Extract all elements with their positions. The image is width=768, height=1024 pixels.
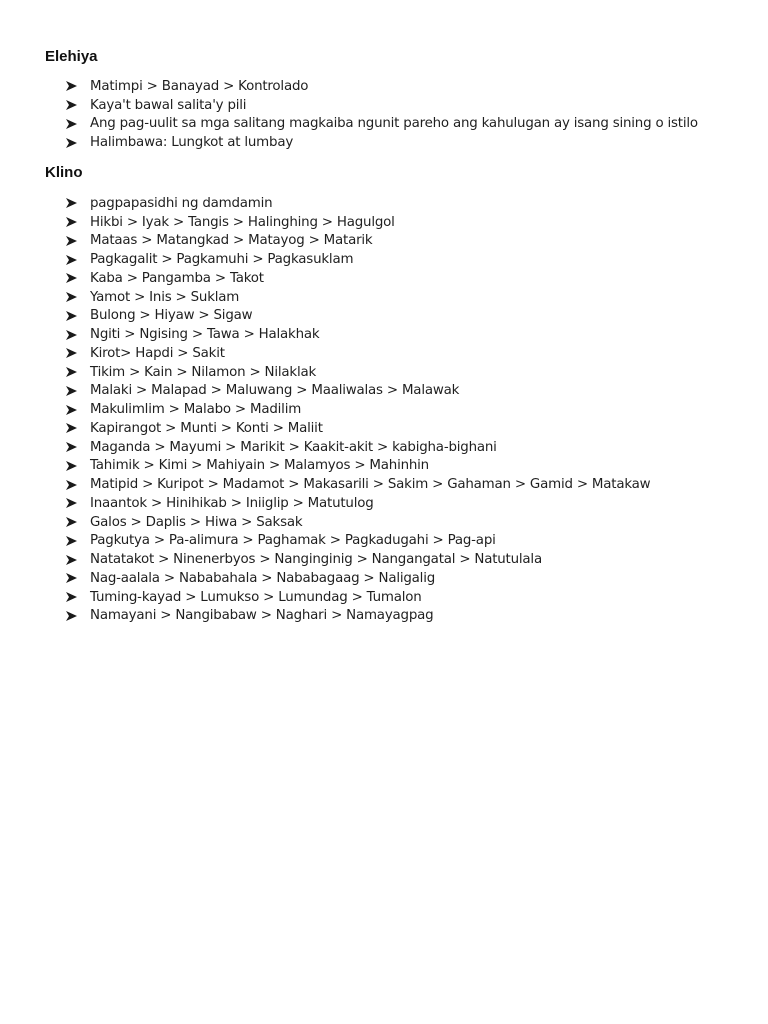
list-item: [64, 400, 650, 419]
list-item-text: Bulong > Hiyaw > Sigaw: [90, 308, 253, 324]
arrowhead-bullet-icon: [64, 363, 90, 381]
arrowhead-bullet-icon: [64, 607, 90, 625]
list-item-text: Halimbawa: Lungkot at lumbay: [90, 135, 294, 151]
arrowhead-bullet-icon: [64, 419, 90, 437]
arrowhead-bullet-icon: [64, 382, 90, 400]
arrowhead-bullet-icon: [64, 457, 90, 475]
list-item-text: Mataas > Matangkad > Matayog > Matarik: [90, 233, 373, 249]
arrowhead-bullet-icon: [64, 344, 90, 362]
list-item-text: Natatakot > Ninenerbyos > Nanginginig > Nangangatal > Natutulala: [90, 552, 542, 568]
list-item-text: Kirot> Hapdi > Sakit: [90, 345, 225, 361]
list-item: [64, 457, 650, 476]
list-item: [64, 213, 650, 232]
section-heading-klino: Klino: [45, 164, 83, 181]
list-item: [64, 115, 698, 134]
list-item: [64, 288, 650, 307]
arrowhead-bullet-icon: [64, 513, 90, 531]
arrowhead-bullet-icon: [64, 401, 90, 419]
arrowhead-bullet-icon: [64, 77, 90, 95]
list-item: [64, 232, 650, 251]
list-item-text: Kaba > Pangamba > Takot: [90, 270, 264, 286]
list-item-text: Malaki > Malapad > Maluwang > Maaliwalas > Malawak: [90, 383, 460, 399]
list-item: [64, 382, 650, 401]
list-item-text: Pagkagalit > Pagkamuhi > Pagkasuklam: [90, 252, 354, 268]
list-item: [64, 250, 650, 269]
list-item-text: Nag-aalala > Nababahala > Nababagaag > Naligalig: [90, 570, 436, 586]
list-item-text: Namayani > Nangibabaw > Naghari > Namayagpag: [90, 608, 434, 624]
list-item-text: Galos > Daplis > Hiwa > Saksak: [90, 514, 303, 530]
list-item: [64, 513, 650, 532]
bullet-list-klino: [64, 194, 650, 625]
arrowhead-bullet-icon: [64, 232, 90, 250]
list-item: [64, 550, 650, 569]
arrowhead-bullet-icon: [64, 476, 90, 494]
list-item-text: Pagkutya > Pa-alimura > Paghamak > Pagkadugahi > Pag-api: [90, 533, 496, 549]
arrowhead-bullet-icon: [64, 326, 90, 344]
list-item: [64, 438, 650, 457]
arrowhead-bullet-icon: [64, 115, 90, 133]
list-item-text: Inaantok > Hinihikab > Iniiglip > Matutulog: [90, 495, 374, 511]
list-item-text: Makulimlim > Malabo > Madilim: [90, 402, 302, 418]
section-heading-elehiya: Elehiya: [45, 48, 98, 65]
arrowhead-bullet-icon: [64, 251, 90, 269]
list-item: [64, 77, 698, 96]
arrowhead-bullet-icon: [64, 134, 90, 152]
list-item-text: Ang pag-uulit sa mga salitang magkaiba ngunit pareho ang kahulugan ay isang sining o istilo: [90, 116, 698, 132]
list-item: [64, 569, 650, 588]
list-item: [64, 194, 650, 213]
arrowhead-bullet-icon: [64, 213, 90, 231]
list-item: [64, 133, 698, 152]
list-item: [64, 607, 650, 626]
list-item-text: Kapirangot > Munti > Konti > Maliit: [90, 420, 323, 436]
list-item-text: Matipid > Kuripot > Madamot > Makasarili > Sakim > Gahaman > Gamid > Matakaw: [90, 477, 651, 493]
arrowhead-bullet-icon: [64, 269, 90, 287]
list-item-text: Matimpi > Banayad > Kontrolado: [90, 78, 309, 94]
arrowhead-bullet-icon: [64, 194, 90, 212]
list-item: [64, 269, 650, 288]
list-item: [64, 96, 698, 115]
list-item-text: Tuming-kayad > Lumukso > Lumundag > Tumalon: [90, 589, 422, 605]
list-item-text: Tikim > Kain > Nilamon > Nilaklak: [90, 364, 317, 380]
list-item: [64, 363, 650, 382]
list-item-text: pagpapasidhi ng damdamin: [90, 195, 273, 211]
list-item-text: Yamot > Inis > Suklam: [90, 289, 240, 305]
arrowhead-bullet-icon: [64, 588, 90, 606]
arrowhead-bullet-icon: [64, 551, 90, 569]
arrowhead-bullet-icon: [64, 532, 90, 550]
list-item-text: Ngiti > Ngising > Tawa > Halakhak: [90, 327, 320, 343]
arrowhead-bullet-icon: [64, 307, 90, 325]
list-item: [64, 325, 650, 344]
list-item-text: Maganda > Mayumi > Marikit > Kaakit-akit > kabigha-bighani: [90, 439, 497, 455]
arrowhead-bullet-icon: [64, 288, 90, 306]
bullet-list-elehiya: [64, 77, 698, 152]
list-item-text: Kaya't bawal salita'y pili: [90, 97, 247, 113]
arrowhead-bullet-icon: [64, 438, 90, 456]
list-item-text: Tahimik > Kimi > Mahiyain > Malamyos > Mahinhin: [90, 458, 429, 474]
list-item: [64, 494, 650, 513]
arrowhead-bullet-icon: [64, 494, 90, 512]
list-item: [64, 419, 650, 438]
list-item: [64, 532, 650, 551]
arrowhead-bullet-icon: [64, 569, 90, 587]
list-item: [64, 475, 650, 494]
list-item: [64, 307, 650, 326]
list-item-text: Hikbi > Iyak > Tangis > Halinghing > Hagulgol: [90, 214, 395, 230]
arrowhead-bullet-icon: [64, 96, 90, 114]
list-item: [64, 344, 650, 363]
list-item: [64, 588, 650, 607]
